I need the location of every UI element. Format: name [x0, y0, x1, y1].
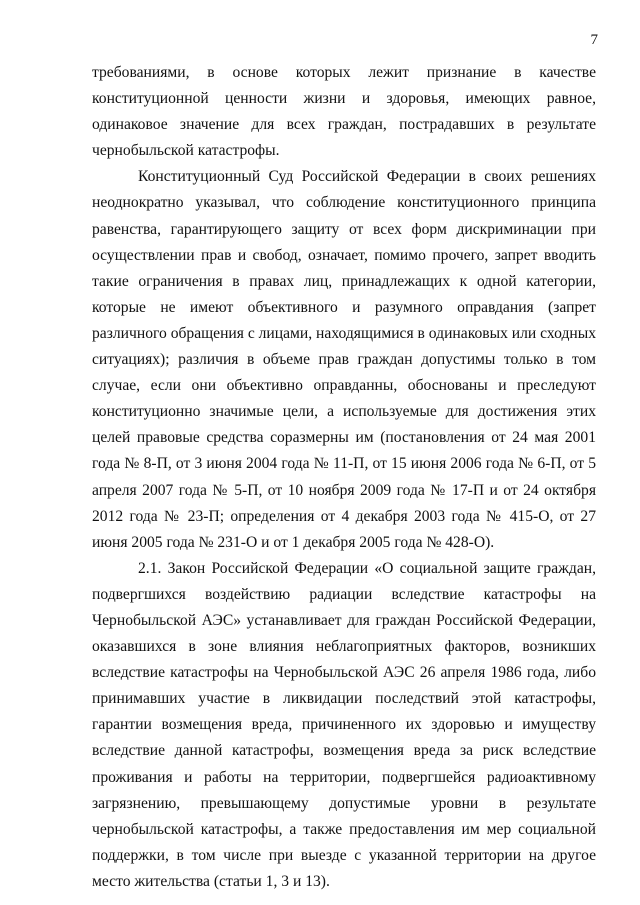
paragraph-continuation: требованиями, в основе которых лежит признание в качестве конституционной ценности жизни и здоровья, имеющих равное, одинаковое значение для всех граждан, пострадавших в результате чернобыльской катастрофы. [92, 64, 596, 160]
page-number: 7 [590, 32, 598, 48]
paragraph-section-2-1: 2.1. Закон Российской Федерации «О социальной защите граждан, подвергшихся воздействию радиации вследствие катастрофы на Чернобыльской АЭС» устанавливает для граждан Российской Федерации, оказавшихся в зоне влияния неблагоприятных факторов, возникших вследствие катастрофы на Чернобыльской АЭС 26 апреля 1986 года, либо принимавших участие в ликвидации последствий этой катастрофы, гарантии возмещения вреда, причиненного их здоровью и имуществу вследствие данной катастрофы, возмещения вреда за риск вследствие проживания и работы на территории, подвергшейся радиоактивному загрязнению, превышающему допустимые уровни в результате чернобыльской катастрофы, а также предоставления им мер социальной поддержки, в том числе при выезде с указанной территории на другое место жительства (статьи 1, 3 и 13). [92, 559, 596, 890]
document-body [92, 60, 596, 895]
paragraph-equality-principle: Конституционный Суд Российской Федерации в своих решениях неоднократно указывал, что соблюдение конституционного принципа равенства, гарантирующего защиту от всех форм дискриминации при осуществлении прав и свобод, означает, помимо прочего, запрет вводить такие ограничения в правах лиц, принадлежащих к одной категории, которые не имеют объективного и разумного оправдания (запрет различного обращения с лицами, находящимися в одинаковых или сходных ситуациях); различия в объеме прав граждан допустимы только в том случае, если они объективно оправданны, обоснованы и преследуют конституционно значимые цели, а используемые для достижения этих целей правовые средства соразмерны им (постановления от 24 мая 2001 года № 8-П, от 3 июня 2004 года № 11-П, от 15 июня 2006 года № 6-П, от 5 апреля 2007 года № 5-П, от 10 ноября 2009 года № 17-П и от 24 октября 2012 года № 23-П; определения от 4 декабря 2003 года № 415-О, от 27 июня 2005 года № 231-О и от 1 декабря 2005 года № 428-О). [92, 168, 596, 551]
